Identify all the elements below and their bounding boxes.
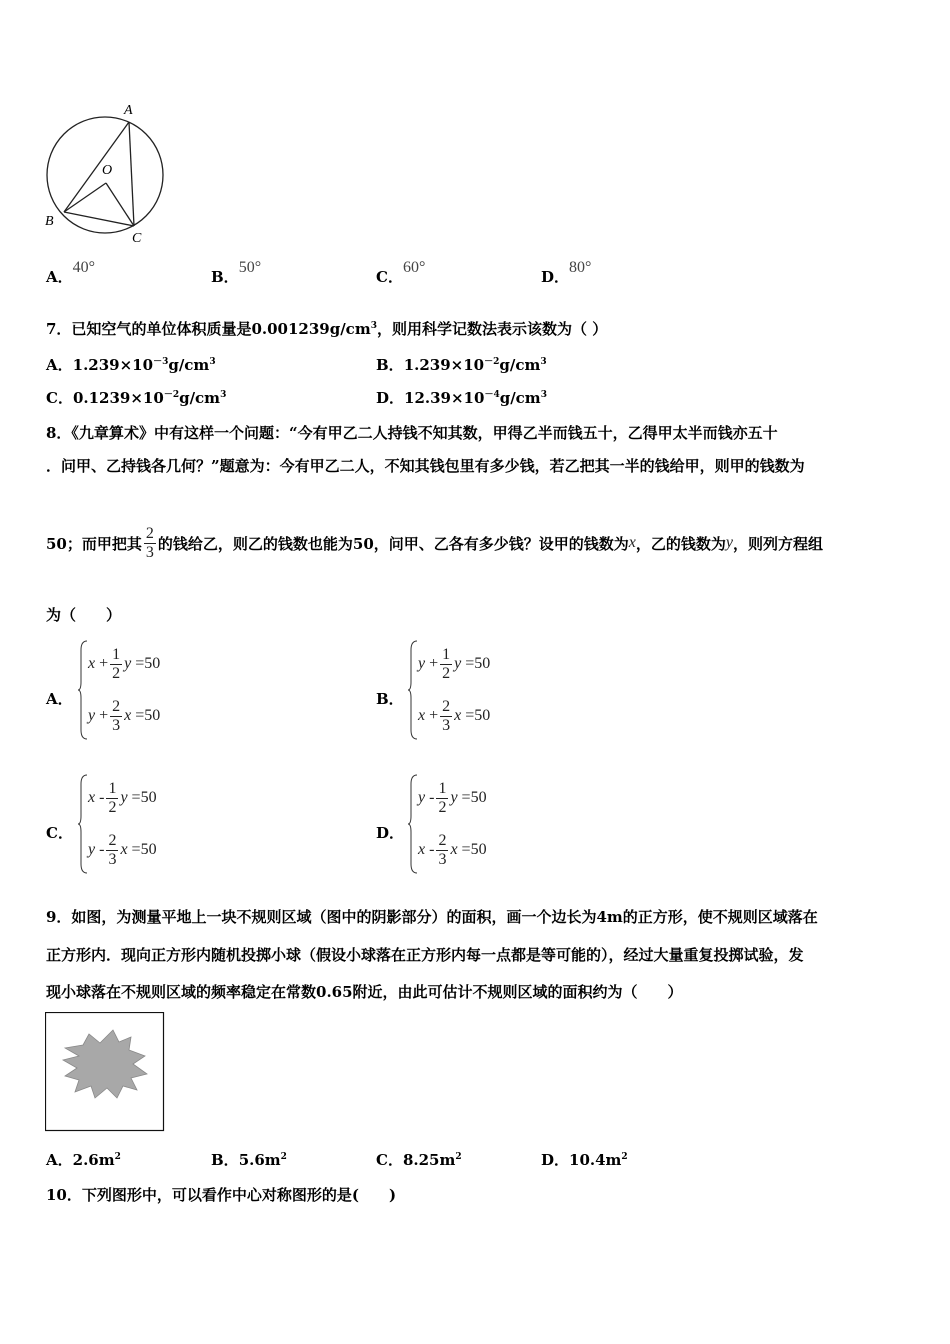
brace-icon (78, 640, 88, 740)
q7-option-c: C．$0.1239\times 10^{-2}g/cm^3$ (46, 389, 227, 407)
q7-stem: 7．已知空气的单位体积质量是$0.001239g/cm^3$，则用科学记数法表示该数为（ ） (46, 320, 608, 338)
radius-ob (64, 183, 106, 212)
q8-option-c-system: x - $\frac{1}{2}$ y =50 y - $\frac{2}{3}$ x =50 (78, 772, 218, 876)
brace-icon (78, 774, 88, 874)
q6-option-b: B．50° (211, 259, 262, 286)
q9-line2: 正方形内．现向正方形内随机投掷小球（假设小球落在正方形内每一点都是等可能的），经过大量重复投掷试验，发 (46, 946, 804, 964)
square-region-figure (45, 1012, 165, 1132)
q8-line3: 50；而甲把其 $\frac{2}{3}$ 的钱给乙，则乙的钱数也能为50，问甲、乙各有多少钱？设甲的钱数为 x ，乙的钱数为 y ，则列方程组 (46, 524, 824, 561)
q9-line1: 9．如图，为测量平地上一块不规则区域（图中的阴影部分）的面积，画一个边长为4m的正方形，使不规则区域落在 (46, 908, 818, 926)
q7-option-b: B．$1.239\times 10^{-2}g/cm^3$ (376, 356, 547, 374)
brace-icon (408, 774, 418, 874)
label-a: A (124, 103, 133, 118)
chord-ac (129, 122, 134, 226)
brace-icon (408, 640, 418, 740)
label-c: C (132, 231, 142, 246)
q8-option-d-system: y - $\frac{1}{2}$ y =50 x - $\frac{2}{3}$ x =50 (408, 772, 548, 876)
radius-oc (106, 183, 134, 226)
q10-stem: 10．下列图形中，可以看作中心对称图形的是( ) (46, 1186, 397, 1204)
q9-option-d: D．$10.4m^2$ (541, 1151, 628, 1169)
q9-option-c: C．$8.25m^2$ (376, 1151, 462, 1169)
q8-option-a-system: x + $\frac{1}{2}$ y =50 y + $\frac{2}{3}$ x =50 (78, 638, 218, 742)
q8-option-b-system: y + $\frac{1}{2}$ y =50 x + $\frac{2}{3}$ x =50 (408, 638, 548, 742)
q8-option-a-letter: A． (46, 690, 73, 708)
q9-option-a: A．$2.6m^2$ (46, 1151, 121, 1169)
q8-line4: 为（ ） (46, 606, 122, 624)
label-o: O (102, 163, 113, 178)
q8-option-c-letter: C． (46, 824, 73, 842)
q7-option-d: D．$12.39\times 10^{-4}g/cm^3$ (376, 389, 547, 407)
q8-fraction: $\frac{2}{3}$ (145, 524, 154, 561)
chord-ab (64, 122, 129, 212)
q9-option-b: B．$5.6m^2$ (211, 1151, 287, 1169)
q6-option-d: D．80° (541, 259, 592, 286)
q6-option-a: A．40° (46, 259, 96, 286)
q6-option-c: C．60° (376, 259, 426, 286)
circle-figure (40, 100, 180, 250)
q7-option-a: A．$1.239\times 10^{-3}g/cm^3$ (46, 356, 216, 374)
q9-line3: 现小球落在不规则区域的频率稳定在常数0.65附近，由此可估计不规则区域的面积约为（ ） (46, 983, 683, 1001)
q8-line2: ．问甲、乙持钱各几何？”题意为：今有甲乙二人，不知其钱包里有多少钱，若乙把其一半的钱给甲，则甲的钱数为 (46, 457, 805, 475)
q8-option-d-letter: D． (376, 824, 405, 842)
label-b: B (45, 214, 54, 229)
q8-option-b-letter: B． (376, 690, 404, 708)
q8-line1: 8．《九章算术》中有这样一个问题：“今有甲乙二人持钱不知其数，甲得乙半而钱五十，乙得甲太半而钱亦五十 (46, 424, 778, 442)
